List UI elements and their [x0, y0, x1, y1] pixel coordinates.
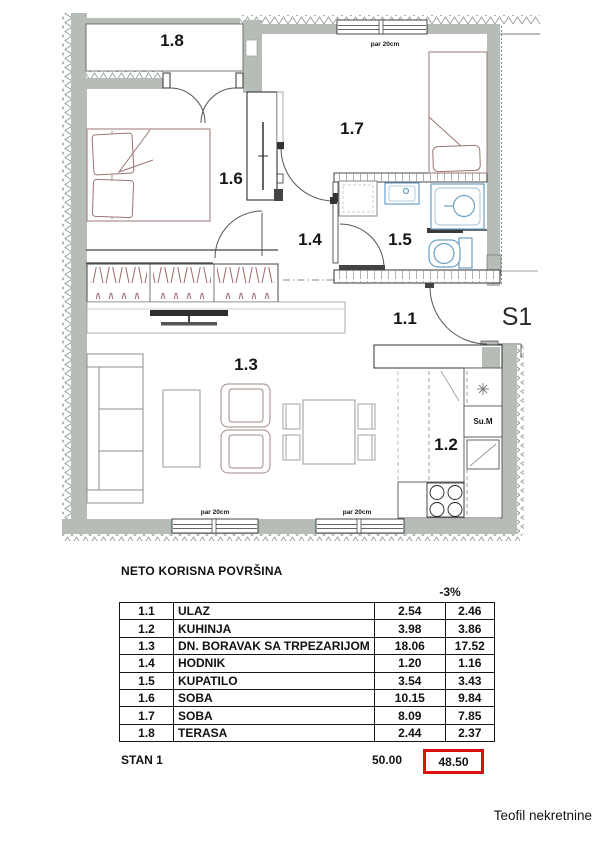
- room-reduced: 7.85: [445, 707, 494, 724]
- room-label-1-1: 1.1: [393, 309, 417, 328]
- room-name: ULAZ: [174, 603, 375, 620]
- room-reduced: 3.43: [445, 672, 494, 689]
- table-row: [120, 620, 495, 637]
- table-row: [120, 689, 495, 706]
- room-reduced: 2.46: [445, 603, 494, 620]
- room-id: 1.3: [120, 637, 174, 654]
- room-id: 1.5: [120, 672, 174, 689]
- tv-icon: [150, 310, 228, 316]
- agency-name: Teofil nekretnine: [493, 808, 592, 823]
- total-area-value: 50.00: [371, 753, 403, 767]
- room-label-1-4: 1.4: [298, 230, 322, 249]
- room-name: TERASA: [174, 724, 375, 741]
- room-area: 2.44: [374, 724, 445, 741]
- living-room-furniture: [87, 354, 375, 503]
- room-name: SOBA: [174, 707, 375, 724]
- table-row: [120, 655, 495, 672]
- unit-label: S1: [501, 303, 533, 331]
- room-label-1-6: 1.6: [219, 169, 243, 188]
- table-row: [120, 637, 495, 654]
- room-reduced: 17.52: [445, 637, 494, 654]
- total-reduced-value: 48.50: [438, 754, 469, 769]
- wall-note-bottom-right: par 20cm: [342, 509, 372, 516]
- room-label-1-5: 1.5: [388, 230, 412, 249]
- room-id: 1.2: [120, 620, 174, 637]
- room-label-1-3: 1.3: [234, 355, 258, 374]
- total-reduced-highlight-box: [423, 749, 484, 774]
- total-row-label: STAN 1: [121, 753, 163, 767]
- room-area: 10.15: [374, 689, 445, 706]
- room-reduced: 3.86: [445, 620, 494, 637]
- reduction-column-header: -3%: [439, 585, 461, 599]
- room-label-1-7: 1.7: [340, 119, 364, 138]
- room-area: 18.06: [374, 637, 445, 654]
- room-reduced: 9.84: [445, 689, 494, 706]
- room-label-1-8: 1.8: [160, 31, 184, 50]
- room-id: 1.6: [120, 689, 174, 706]
- room-name: KUHINJA: [174, 620, 375, 637]
- utility-shaft-label: Su.M: [473, 417, 493, 426]
- room-label-1-2: 1.2: [434, 435, 458, 454]
- wardrobe-and-tv-unit: [87, 264, 345, 333]
- room-id: 1.1: [120, 603, 174, 620]
- shower-icon: [431, 184, 484, 229]
- room-name: HODNIK: [174, 655, 375, 672]
- room-area: 3.54: [374, 672, 445, 689]
- room-area: 8.09: [374, 707, 445, 724]
- wall-note-top: par 20cm: [370, 41, 400, 48]
- table-title: NETO KORISNA POVRŠINA: [121, 564, 283, 578]
- room-reduced: 2.37: [445, 724, 494, 741]
- bathroom-fixtures: [339, 181, 484, 268]
- room-name: DN. BORAVAK SA TRPEZARIJOM: [174, 637, 375, 654]
- table-row: [120, 603, 495, 620]
- room-area: 3.98: [374, 620, 445, 637]
- table-row: [120, 672, 495, 689]
- room-name: KUPATILO: [174, 672, 375, 689]
- room-id: 1.4: [120, 655, 174, 672]
- toilet-icon: [429, 238, 472, 268]
- wall-note-bottom-left: par 20cm: [200, 509, 230, 516]
- room-id: 1.8: [120, 724, 174, 741]
- area-table: [119, 602, 495, 742]
- table-row: [120, 707, 495, 724]
- sink-icon: [385, 183, 419, 204]
- room-reduced: 1.16: [445, 655, 494, 672]
- table-row: [120, 724, 495, 741]
- room-name: SOBA: [174, 689, 375, 706]
- room-area: 1.20: [374, 655, 445, 672]
- room-id: 1.7: [120, 707, 174, 724]
- room-area: 2.54: [374, 603, 445, 620]
